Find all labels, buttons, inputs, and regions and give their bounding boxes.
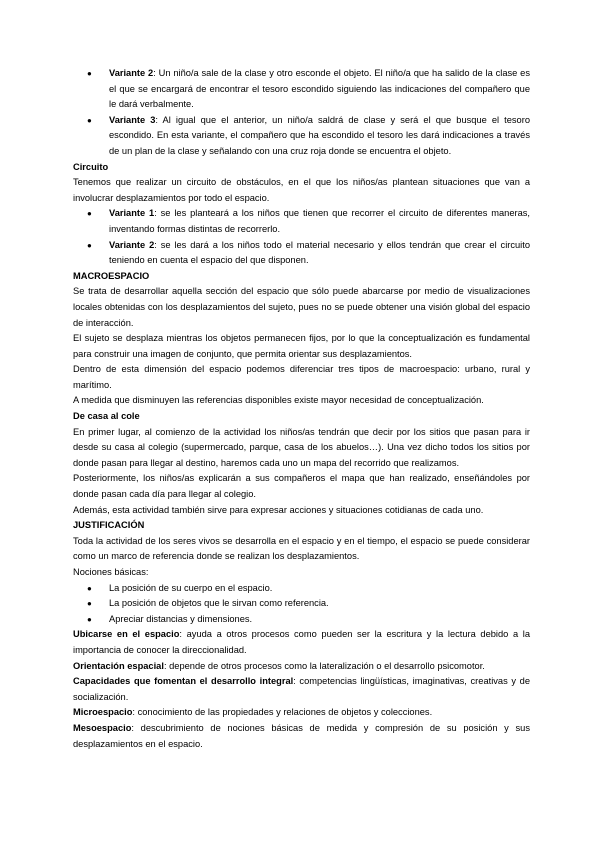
section-heading-de-casa: De casa al cole xyxy=(73,411,140,422)
section-heading-circuito: Circuito xyxy=(73,161,109,172)
variant-label: Variante 2 xyxy=(109,68,154,78)
definition-text: : depende de otros procesos como la lateralización o el desarrollo psicomotor. xyxy=(163,660,485,671)
variant-text: : Un niño/a sale de la clase y otro esconde el objeto. El niño/a que ha salido de la clase es el que se encargará de encontrar el tesoro escondido siguiendo las indicaciones del compañero que le dará verbalmente. xyxy=(109,68,530,110)
definition-term: Microespacio xyxy=(73,707,133,718)
nociones-list xyxy=(73,581,530,628)
list-item xyxy=(73,66,530,113)
circuito-variant-list xyxy=(73,206,530,268)
section-heading-macroespacio: MACROESPACIO xyxy=(73,270,150,281)
section-heading-justificacion: JUSTIFICACIÓN xyxy=(73,520,145,531)
definition-text: : competencias lingüísticas, imaginativas, creativas y de socialización. xyxy=(73,676,530,702)
variant-label: Variante 3 xyxy=(109,114,156,125)
paragraph: Además, esta actividad también sirve para expresar acciones y situaciones cotidianas de cada uno. xyxy=(73,504,484,515)
paragraph: Se trata de desarrollar aquella sección del espacio que sólo puede abarcarse por medio de visualizaciones locales obtenidas con los desplazamientos del sujeto, pues no se puede obtener una visión global del espacio de interacción. xyxy=(73,286,530,328)
definition-text: : descubrimiento de nociones básicas de medida y compresión de su posición y sus desplazamientos en el espacio. xyxy=(73,722,530,749)
definition xyxy=(73,705,530,721)
list-item: ● La posición de su cuerpo en el espacio. xyxy=(73,581,530,597)
list-item xyxy=(73,113,530,160)
definition-term: Ubicarse en el espacio xyxy=(73,629,180,640)
nociones-label: Nociones básicas: xyxy=(73,567,149,577)
list-item: ● La posición de objetos que le sirvan como referencia. xyxy=(73,596,530,612)
definition xyxy=(73,627,530,658)
paragraph: Posteriormente, los niños/as explicarán a sus compañeros el mapa que han realizado, enseñándoles por donde pasan cada día para llegar al colegio. xyxy=(73,473,530,500)
definition xyxy=(73,674,530,705)
definition-term: Mesoespacio xyxy=(73,722,132,733)
document-body xyxy=(73,66,530,752)
list-item: ● Apreciar distancias y dimensiones. xyxy=(73,612,530,628)
definition xyxy=(73,721,530,752)
paragraph: Tenemos que realizar un circuito de obstáculos, en el que los niños/as plantean situaciones que van a involucrar desplazamientos por todo el espacio. xyxy=(73,177,530,203)
paragraph: En primer lugar, al comienzo de la actividad los niños/as tendrán que decir por los sitios que pasan para ir desde su casa al colegio (supermercado, parque, casa de los abuelos…). Una vez dicho todos los sitios por donde pasan para llegar al destino, haremos cada uno un mapa del recorrido que realizamos. xyxy=(73,426,530,468)
paragraph: El sujeto se desplaza mientras los objetos permanecen fijos, por lo que la conceptualización es fundamental para construir una imagen de conjunto, que permita orientar sus desplazamientos. xyxy=(73,333,530,359)
variant-text: : se les planteará a los niños que tienen que recorrer el circuito de diferentes maneras, inventando formas distintas de recorrerlo. xyxy=(109,208,530,234)
definition-term: Capacidades que fomentan el desarrollo integral xyxy=(73,676,294,687)
definition-text: : conocimiento de las propiedades y relaciones de objetos y colecciones. xyxy=(132,707,433,718)
paragraph: Dentro de esta dimensión del espacio podemos diferenciar tres tipos de macroespacio: urbano, rural y marítimo. xyxy=(73,364,530,390)
definition-term: Orientación espacial xyxy=(73,660,164,671)
variant-text: : se les dará a los niños todo el material necesario y ellos tendrán que crear el circuito teniendo en cuenta el espacio del que disponen. xyxy=(109,239,531,266)
variant-label: Variante 2 xyxy=(109,239,155,250)
list-item xyxy=(73,206,530,237)
definition-text: : ayuda a otros procesos como pueden ser la escritura y la lectura debido a la importancia de conocer la direccionalidad. xyxy=(73,629,530,655)
paragraph: A medida que disminuyen las referencias disponibles existe mayor necesidad de conceptualización. xyxy=(73,395,484,406)
top-variant-list xyxy=(73,66,530,160)
variant-text: : Al igual que el anterior, un niño/a saldrá de clase y será el que busque el tesoro escondido. En esta variante, el compañero que ha escondido el tesoro les dará indicaciones a través de un plan de la clase y señalando con una cruz roja donde se encuentra el objeto. xyxy=(109,114,530,156)
list-item xyxy=(73,238,530,269)
variant-label: Variante 1 xyxy=(109,208,155,219)
paragraph: Toda la actividad de los seres vivos se desarrolla en el espacio y en el tiempo, el espacio se puede considerar como un marco de referencia donde se realizan los desplazamientos. xyxy=(73,535,530,562)
definition xyxy=(73,659,530,675)
